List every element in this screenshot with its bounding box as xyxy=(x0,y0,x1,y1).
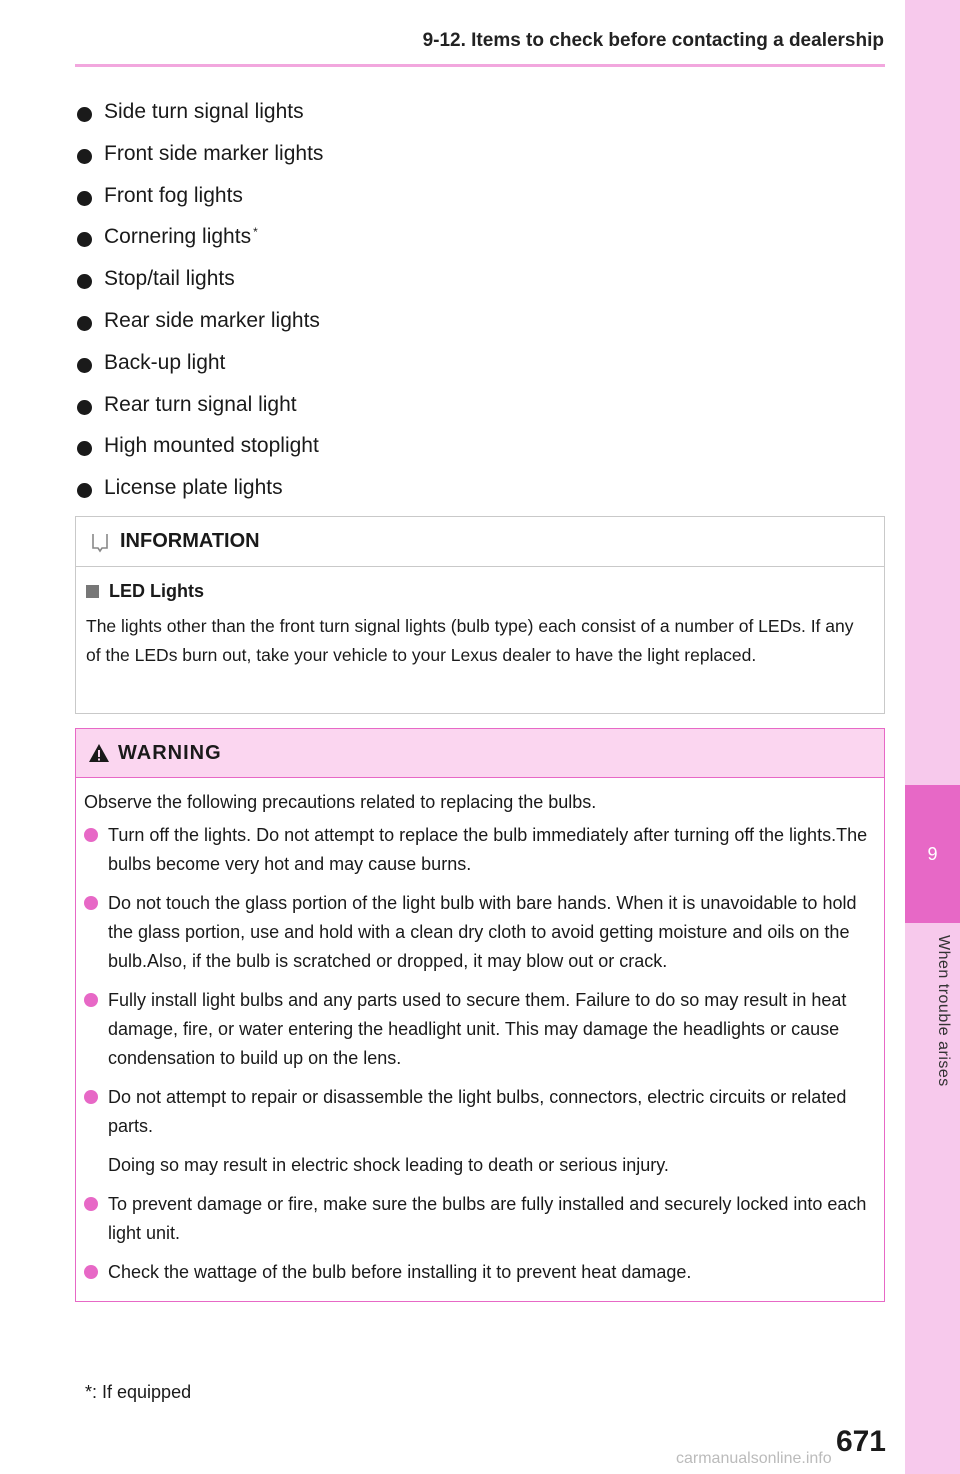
chapter-sidebar xyxy=(905,0,960,1474)
information-body: The lights other than the front turn signal lights (bulb type) each consist of a number of LEDs. If any of the LEDs burn out, take your vehicle to your Lexus dealer to have the light replaced. xyxy=(86,616,854,665)
list-item xyxy=(75,351,323,393)
bullet-icon xyxy=(77,358,92,373)
list-item-text: Rear side marker lights xyxy=(104,308,320,332)
bullet-icon xyxy=(84,1090,98,1104)
header-divider xyxy=(75,64,885,67)
warning-item-text: Turn off the lights. Do not attempt to replace the bulb immediately after turning off the lights.The bulbs become very hot and may cause burns. xyxy=(108,825,868,874)
memo-icon xyxy=(90,531,110,553)
warning-item-text: To prevent damage or fire, make sure the bulbs are fully installed and securely locked into each light unit. xyxy=(108,1194,867,1243)
information-subheading xyxy=(86,581,884,602)
warning-item xyxy=(84,986,874,1073)
list-item xyxy=(75,267,323,309)
warning-item xyxy=(84,1190,874,1248)
information-header xyxy=(76,517,884,567)
bullet-icon xyxy=(77,316,92,331)
warning-item xyxy=(84,821,874,879)
list-item-text: Back-up light xyxy=(104,350,226,374)
chapter-number: 9 xyxy=(927,843,938,864)
list-item-text: License plate lights xyxy=(104,476,283,500)
information-title: INFORMATION xyxy=(120,530,260,552)
warning-triangle-icon xyxy=(88,743,110,763)
warning-box xyxy=(75,728,885,1302)
warning-title: WARNING xyxy=(118,741,222,764)
list-item-text: Front fog lights xyxy=(104,183,243,207)
bullet-icon xyxy=(77,441,92,456)
information-box xyxy=(75,516,885,714)
bullet-icon xyxy=(77,107,92,122)
bullet-icon xyxy=(77,483,92,498)
list-item xyxy=(75,434,323,476)
warning-item-text: Check the wattage of the bulb before installing it to prevent heat damage. xyxy=(108,1262,692,1282)
list-item-text: Rear turn signal light xyxy=(104,392,297,416)
warning-item xyxy=(84,889,874,976)
warning-item-text: Do not attempt to repair or disassemble the light bulbs, connectors, electric circuits or related parts. xyxy=(108,1087,847,1136)
list-item xyxy=(75,142,323,184)
bullet-icon xyxy=(84,1197,98,1211)
section-title: 9-12. Items to check before contacting a dealership xyxy=(422,30,884,51)
list-item-text: Cornering lights xyxy=(104,225,252,249)
chapter-label: When trouble arises xyxy=(935,935,952,1087)
list-item-text: Side turn signal lights xyxy=(104,100,304,123)
list-item xyxy=(75,476,323,518)
page-number: 671 xyxy=(835,1425,886,1458)
footnote-mark: * xyxy=(253,225,258,240)
bullet-icon xyxy=(84,993,98,1007)
square-bullet-icon xyxy=(86,585,99,598)
list-item xyxy=(75,393,323,435)
warning-intro: Observe the following precautions related to replacing the bulbs. xyxy=(84,792,597,812)
chapter-number-tab xyxy=(905,785,960,923)
warning-item-text: Do not touch the glass portion of the light bulb with bare hands. When it is unavoidable to hold the glass portion, use and hold with a clean dry cloth to avoid getting moisture and oils on the bulb.Also, if the bulb is scratched or dropped, it may blow out or crack. xyxy=(108,893,857,971)
warning-list xyxy=(76,821,884,1141)
list-item xyxy=(75,100,323,142)
list-item xyxy=(75,225,323,267)
list-item xyxy=(75,309,323,351)
bullet-icon xyxy=(84,1265,98,1279)
warning-item-text: Fully install light bulbs and any parts used to secure them. Failure to do so may result in heat damage, fire, or water entering the headlight unit. This may damage the headlights or cause condensation to build up on the lens. xyxy=(108,990,847,1068)
list-item-text: High mounted stoplight xyxy=(104,434,319,458)
warning-item xyxy=(84,1083,874,1141)
watermark: carmanualsonline.info xyxy=(676,1450,832,1467)
bullet-icon xyxy=(77,400,92,415)
warning-list-continued xyxy=(76,1190,884,1287)
warning-item xyxy=(84,1258,874,1287)
light-list xyxy=(75,100,323,518)
list-item-text: Stop/tail lights xyxy=(104,267,235,291)
bullet-icon xyxy=(84,896,98,910)
warning-note: Doing so may result in electric shock leading to death or serious injury. xyxy=(108,1155,669,1175)
footnote: *: If equipped xyxy=(85,1382,192,1402)
list-item-text: Front side marker lights xyxy=(104,141,324,165)
bullet-icon xyxy=(84,828,98,842)
bullet-icon xyxy=(77,274,92,289)
list-item xyxy=(75,184,323,226)
bullet-icon xyxy=(77,232,92,247)
subheading-text: LED Lights xyxy=(109,581,204,601)
bullet-icon xyxy=(77,149,92,164)
warning-header xyxy=(76,729,884,778)
bullet-icon xyxy=(77,191,92,206)
